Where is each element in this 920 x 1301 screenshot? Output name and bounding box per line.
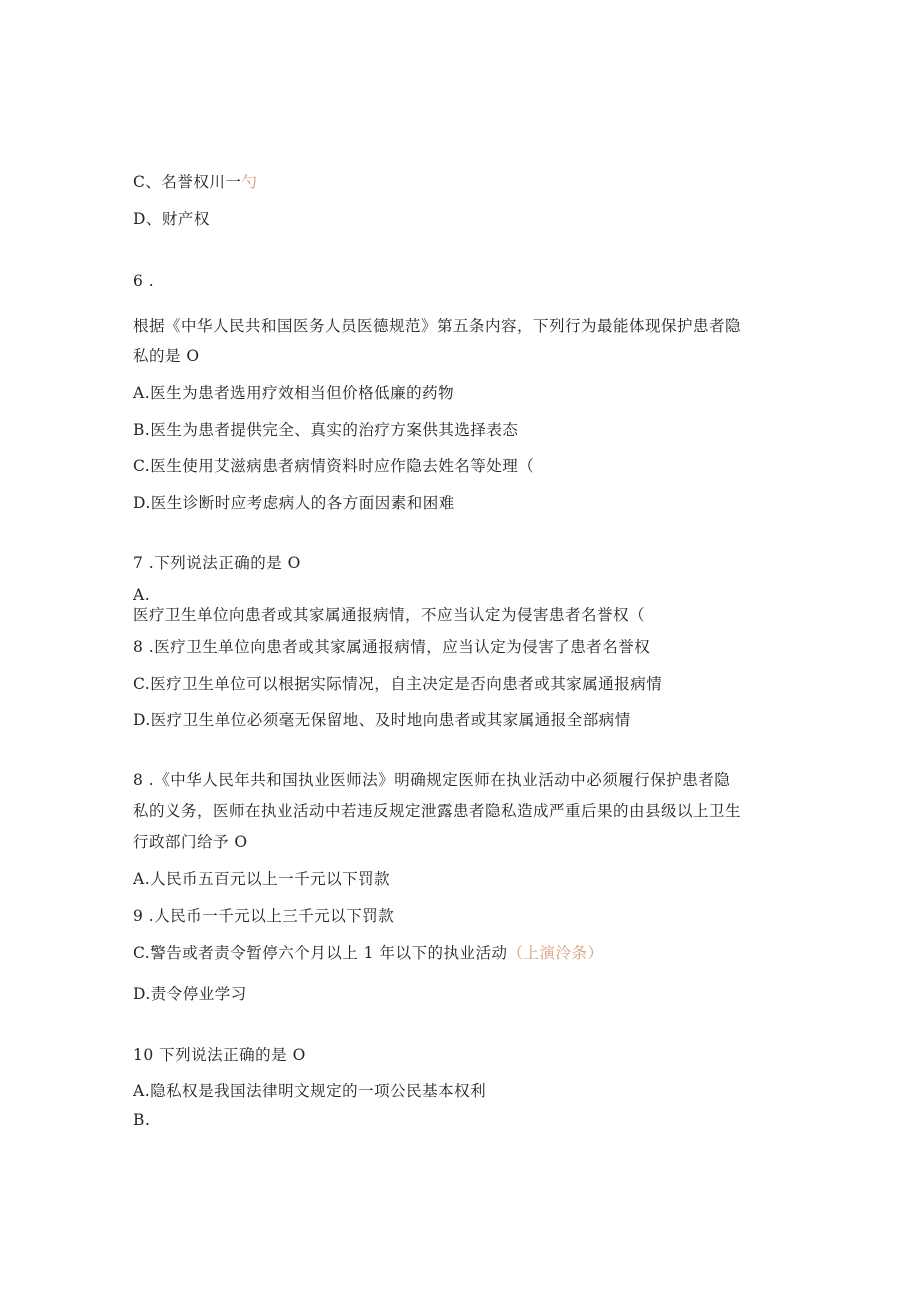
q8-option-c [133, 943, 603, 963]
q6-option-d: D.医生诊断时应考虑病人的各方面因素和困难 [133, 494, 455, 512]
q8-option-c-mark: （上演泠条） [507, 944, 604, 962]
q5-option-c-text: C、名誉权川一 [133, 173, 242, 191]
q7-option-b: 8 .医疗卫生单位向患者或其家属通报病情，应当认定为侵害了患者名誉权 [133, 638, 651, 656]
q6-stem-line2: 私的是 O [133, 347, 200, 365]
q5-option-d: D、财产权 [133, 210, 210, 228]
q5-option-c [133, 172, 257, 192]
q10-option-a: A.隐私权是我国法律明文规定的一项公民基本权利 [133, 1082, 487, 1100]
q8-option-d: D.责令停业学习 [133, 985, 247, 1003]
q8-option-c-text: C.警告或者责令暂停六个月以上 1 年以下的执业活动 [133, 944, 508, 962]
q8-option-a: A.人民币五百元以上一千元以下罚款 [133, 870, 391, 888]
q6-option-a: A.医生为患者选用疗效相当但价格低廉的药物 [133, 384, 455, 402]
q7-stem: 7 .下列说法正确的是 O [133, 554, 301, 572]
q10-option-b: B. [133, 1111, 151, 1129]
q6-option-c: C.医生使用艾滋病患者病情资料时应作隐去姓名等处理（ [133, 457, 535, 475]
q7-option-c: C.医疗卫生单位可以根据实际情况，自主决定是否向患者或其家属通报病情 [133, 675, 663, 693]
q6-number: 6 . [133, 272, 155, 290]
q10-stem: 10 下列说法正确的是 O [133, 1046, 306, 1064]
q8-stem-line2: 私的义务，医师在执业活动中若违反规定泄露患者隐私造成严重后果的由县级以上卫生 [133, 802, 742, 820]
q5-option-c-mark: 勺 [241, 173, 258, 191]
q7-option-a-text: 医疗卫生单位向患者或其家属通报病情，不应当认定为侵害患者名誉权（ [133, 606, 646, 624]
q7-option-d: D.医疗卫生单位必须毫无保留地、及时地向患者或其家属通报全部病情 [133, 711, 631, 729]
q8-stem-line1: 8 .《中华人民年共和国执业医师法》明确规定医师在执业活动中必须履行保护患者隐 [133, 771, 731, 789]
q6-stem-line1: 根据《中华人民共和国医务人员医德规范》第五条内容，下列行为最能体现保护患者隐 [133, 317, 742, 335]
q7-option-a-label: A. [133, 586, 151, 604]
q8-stem-line3: 行政部门给予 O [133, 833, 248, 851]
q8-option-b: 9 .人民币一千元以上三千元以下罚款 [133, 907, 395, 925]
q6-option-b: B.医生为患者提供完全、真实的治疗方案供其选择表态 [133, 421, 519, 439]
